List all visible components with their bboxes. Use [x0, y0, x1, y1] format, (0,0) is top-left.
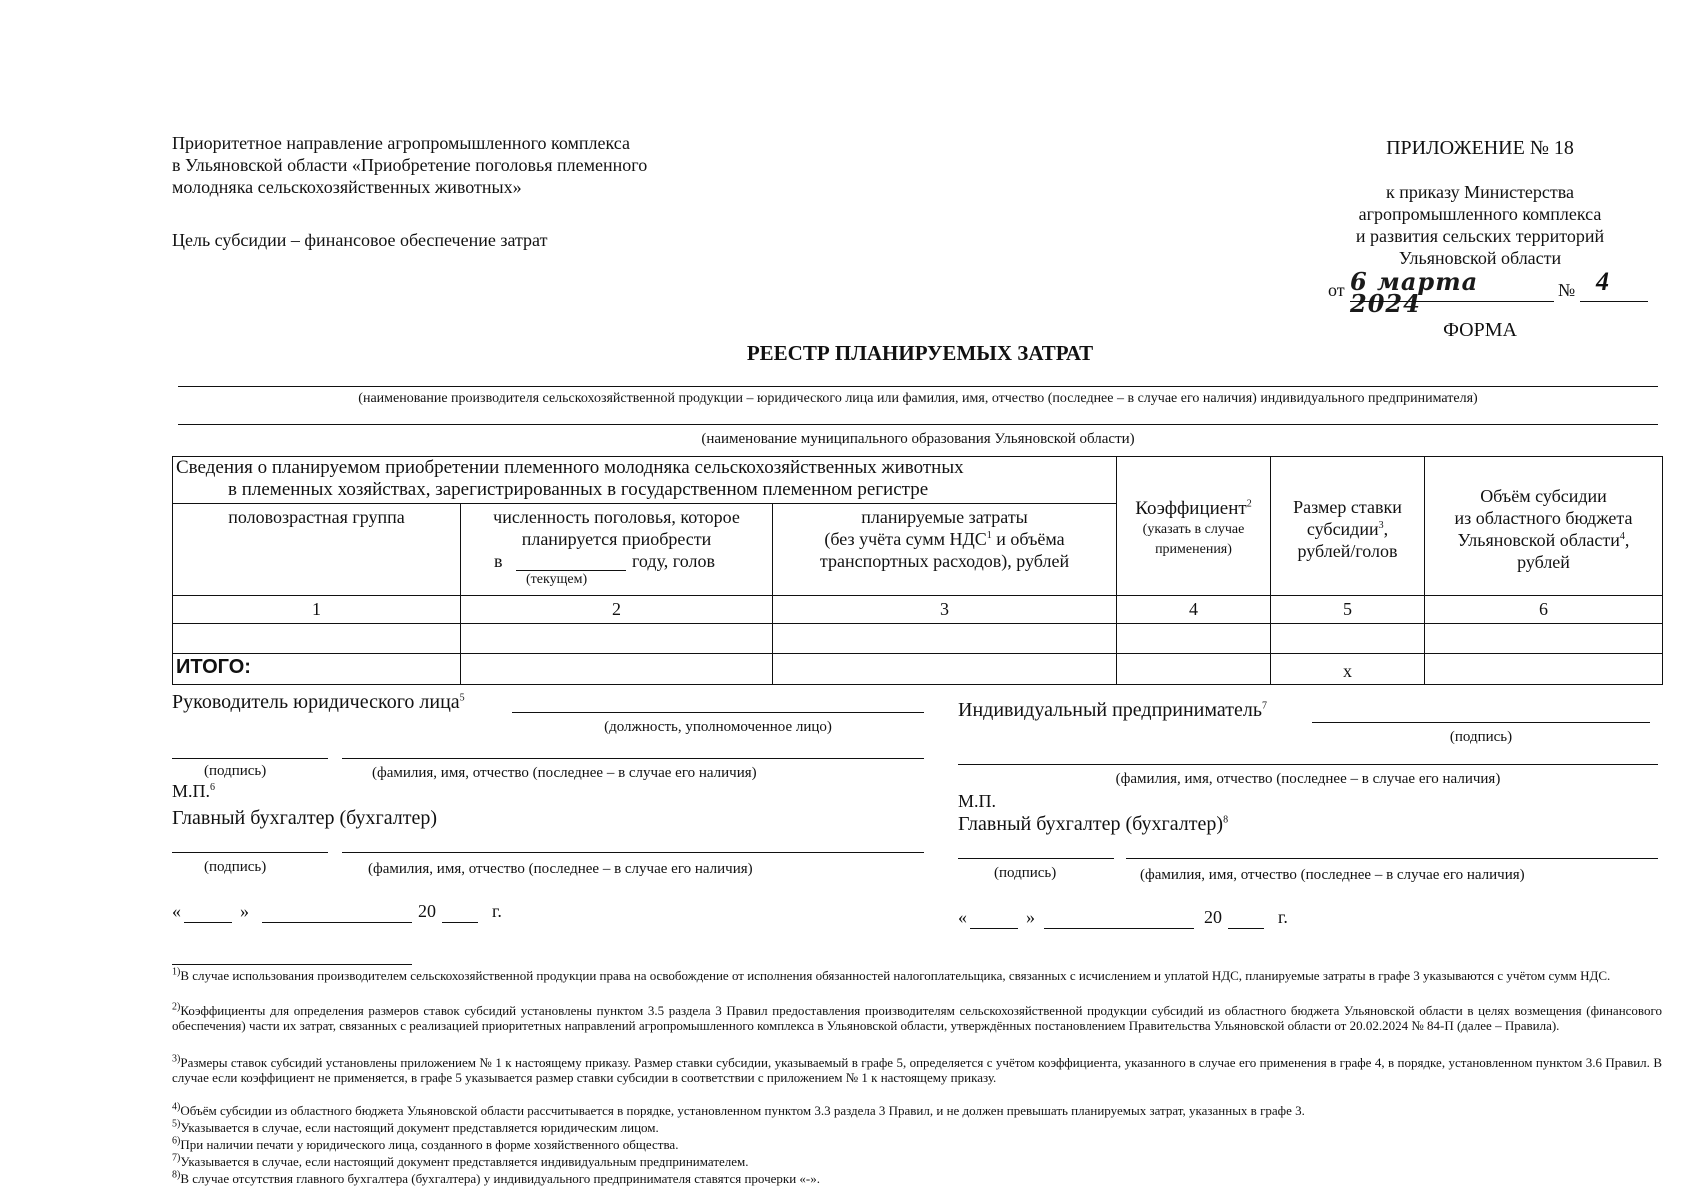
form-label: ФОРМА — [1443, 319, 1517, 341]
footnote-6 — [172, 1137, 1662, 1152]
volume-line-4: рублей — [1517, 552, 1570, 572]
footnote-text: Коэффициенты для определения размеров ставок субсидий установлены пунктом 3.5 раздела 3 Правил предоставления производителям сельскохозяйственной продукции субсидий из областного бюджета Ульяновской области в целях возмещения (финансового обеспечения) части их затрат, связанных с реализацией приоритетных направлений агропромышленного комплекса в Ульяновской области, утверждённых постановлением Правительства Ульяновской области от 20.02.2024 № 84-П (далее – Правила). — [172, 1003, 1662, 1033]
rate-comma: , — [1383, 519, 1389, 539]
footnote-mark: 8) — [172, 1169, 181, 1181]
handwritten-date: 6 марта 2024 — [1350, 267, 1479, 318]
volume-line-3: Ульяновской области — [1457, 530, 1620, 550]
footnote-mark: 6) — [172, 1135, 181, 1147]
accountant-sign-caption-right: (подпись) — [994, 865, 1057, 881]
cell-age-group[interactable] — [173, 624, 461, 654]
ip-text: Индивидуальный предприниматель — [958, 699, 1262, 721]
accountant-label-right — [958, 812, 1228, 836]
accountant-fio-line-left[interactable] — [342, 852, 924, 853]
volume-line-1: Объём субсидии — [1480, 486, 1607, 506]
producer-caption: (наименование производителя сельскохозяйственной продукции – юридического лица или фамилия, имя, отчество (последнее – в случае его наличия) индивидуального предпринимателя) — [358, 391, 1478, 406]
headcount-year-prefix: в — [494, 551, 503, 571]
legal-head-label — [172, 690, 465, 714]
day-blank-right[interactable] — [970, 928, 1018, 929]
cell-rate[interactable] — [1271, 624, 1425, 654]
footnote-ref-4: 4 — [1619, 531, 1625, 542]
footnote-8 — [172, 1171, 1662, 1186]
producer-name-line[interactable] — [178, 386, 1658, 387]
header-age-group: половозрастная группа — [173, 504, 461, 596]
footnote-ref-2: 2 — [1246, 498, 1252, 510]
direction-line-3: молодняка сельскохозяйственных животных» — [172, 177, 522, 197]
date-field-left — [172, 900, 532, 926]
rate-line-1: Размер ставки — [1293, 497, 1402, 517]
legal-head-sign-caption: (подпись) — [204, 763, 267, 779]
ip-sign-caption: (подпись) — [1449, 729, 1513, 745]
rate-line-3: рублей/голов — [1297, 541, 1398, 561]
legal-head-position-line[interactable] — [512, 712, 924, 713]
accountant-text-right: Главный бухгалтер (бухгалтер) — [958, 813, 1224, 835]
date-close-left: » — [240, 901, 249, 921]
footnote-mark: 7) — [172, 1152, 181, 1164]
headcount-year-blank[interactable] — [516, 570, 626, 571]
position-caption: (должность, уполномоченное лицо) — [604, 719, 832, 735]
footnote-3 — [172, 1055, 1662, 1085]
cell-coefficient[interactable] — [1117, 624, 1271, 654]
cell-subsidy-volume[interactable] — [1425, 624, 1663, 654]
footnote-text: При наличии печати у юридического лица, созданного в форме хозяйственного общества. — [180, 1137, 679, 1152]
cell-planned-costs[interactable] — [773, 624, 1117, 654]
group-header-line-1: Сведения о планируемом приобретении племенного молодняка сельскохозяйственных животных — [176, 457, 964, 478]
coefficient-label: Коэффициент — [1135, 498, 1247, 519]
total-row — [173, 654, 1663, 685]
header-coefficient — [1117, 457, 1271, 596]
order-line-2: агропромышленного комплекса — [1358, 204, 1602, 224]
footnote-separator — [172, 964, 412, 965]
footnote-text: В случае отсутствия главного бухгалтера (бухгалтера) у индивидуального предпринимателя ставятся прочерки «-». — [180, 1171, 820, 1186]
volume-comma: , — [1624, 530, 1630, 550]
footnote-text: Указывается в случае, если настоящий документ представляется индивидуальным предпринимателем. — [180, 1154, 749, 1169]
group-header — [173, 457, 1117, 504]
footnote-mark: 4) — [172, 1101, 181, 1113]
footnote-ref-5: 5 — [459, 692, 465, 704]
footnote-mark: 2) — [172, 1001, 181, 1013]
footnote-ref-1: 1 — [986, 530, 992, 541]
total-subsidy-volume[interactable] — [1425, 654, 1663, 685]
footnote-text: Объём субсидии из областного бюджета Ульяновской области рассчитывается в порядке, установленном пунктом 3.3 раздела 3 Правил, и не должен превышать планируемых затрат, указанных в графе 3. — [180, 1103, 1305, 1118]
month-blank-right[interactable] — [1044, 928, 1194, 929]
footnote-2 — [172, 1003, 1662, 1033]
municipality-caption: (наименование муниципального образования Ульяновской области) — [701, 431, 1135, 447]
footnote-5 — [172, 1120, 1662, 1135]
total-rate: x — [1271, 654, 1425, 685]
costs-line-2b: и объёма — [991, 529, 1065, 549]
date-field-right — [958, 906, 1318, 932]
year-blank-right[interactable] — [1228, 928, 1264, 929]
header-planned-costs — [773, 504, 1117, 596]
footnote-ref-6: 6 — [210, 782, 216, 793]
year-prefix-left: 20 — [418, 901, 436, 921]
col-number-2: 2 — [461, 596, 773, 624]
footnote-7 — [172, 1154, 1662, 1169]
group-header-line-2: в племенных хозяйствах, зарегистрированных в государственном племенном регистре — [228, 479, 929, 500]
total-headcount[interactable] — [461, 654, 773, 685]
rate-line-2: субсидии — [1306, 519, 1379, 539]
accountant-fio-caption-left: (фамилия, имя, отчество (последнее – в случае его наличия) — [368, 861, 753, 877]
data-row[interactable] — [173, 624, 1663, 654]
month-blank-left[interactable] — [262, 922, 412, 923]
priority-direction — [172, 132, 872, 198]
number-prefix: № — [1558, 280, 1576, 300]
volume-line-2: из областного бюджета — [1454, 508, 1633, 528]
year-prefix-right: 20 — [1204, 907, 1222, 927]
ip-fio-caption: (фамилия, имя, отчество (последнее – в случае его наличия) — [1115, 771, 1501, 787]
total-planned-costs[interactable] — [773, 654, 1117, 685]
col-number-4: 4 — [1117, 596, 1271, 624]
legal-head-fio-caption: (фамилия, имя, отчество (последнее – в случае его наличия) — [372, 765, 757, 781]
footnote-4 — [172, 1103, 1662, 1118]
legal-head-text: Руководитель юридического лица — [172, 691, 460, 713]
ip-sign-line[interactable] — [1312, 722, 1650, 723]
appendix-number: ПРИЛОЖЕНИЕ № 18 — [1386, 137, 1574, 159]
header-headcount — [461, 504, 773, 596]
direction-line-2: в Ульяновской области «Приобретение поголовья племенного — [172, 155, 648, 175]
accountant-sign-line-left[interactable] — [172, 852, 328, 853]
ip-fio-line[interactable] — [958, 764, 1658, 765]
header-rate — [1271, 457, 1425, 596]
footnote-text: В случае использования производителем сельскохозяйственной продукции права на освобождение от исполнения обязанностей налогоплательщика, связанных с исчислением и уплатой НДС, планируемые затраты в графе 3 указываются с учётом сумм НДС. — [180, 968, 1611, 983]
stamp-text-left: М.П. — [172, 781, 211, 801]
direction-line-1: Приоритетное направление агропромышленного комплекса — [172, 133, 630, 153]
year-suffix-right: г. — [1278, 907, 1288, 927]
headcount-line-2: планируется приобрести — [521, 529, 712, 549]
order-line-4: Ульяновской области — [1398, 248, 1562, 268]
footnote-mark: 5) — [172, 1118, 181, 1130]
footnote-ref-8: 8 — [1223, 814, 1229, 826]
handwritten-number: 4 — [1596, 267, 1609, 296]
order-date-line — [1328, 267, 1668, 318]
footnote-1 — [172, 968, 1662, 983]
total-label: ИТОГО: — [173, 654, 461, 685]
order-reference — [1300, 181, 1660, 269]
footnote-text: Размеры ставок субсидий установлены приложением № 1 к настоящему приказу. Размер ставки субсидии, указываемый в графе 5, определяется с учётом коэффициента, указанного в случае его применения в графе 4, в порядке, установленном пунктом 3.6 Правил. В случае если коэффициент не применяется, в графе 5 указывается размер ставки субсидии в соответствии с приложением № 1 к настоящему приказу. — [172, 1055, 1662, 1085]
headcount-line-1: численность поголовья, которое — [493, 507, 740, 527]
col-number-6: 6 — [1425, 596, 1663, 624]
headcount-year-note: (текущем) — [526, 572, 588, 587]
costs-line-1: планируемые затраты — [861, 507, 1028, 527]
legal-head-fio-line[interactable] — [342, 758, 924, 759]
municipality-line[interactable] — [178, 424, 1658, 425]
cell-headcount[interactable] — [461, 624, 773, 654]
footnote-ref-7: 7 — [1261, 700, 1267, 712]
footnote-ref-3: 3 — [1378, 520, 1384, 531]
date-open-right: « — [958, 907, 967, 927]
accountant-sign-caption-left: (подпись) — [204, 859, 267, 875]
costs-registry-table — [172, 456, 1663, 685]
col-number-1: 1 — [173, 596, 461, 624]
year-blank-left[interactable] — [442, 922, 478, 923]
accountant-label-left: Главный бухгалтер (бухгалтер) — [172, 807, 438, 829]
footnote-mark: 3) — [172, 1053, 181, 1065]
accountant-fio-caption-right: (фамилия, имя, отчество (последнее – в случае его наличия) — [1140, 867, 1525, 883]
costs-line-2a: (без учёта сумм НДС — [824, 529, 987, 549]
headcount-year-suffix: году, голов — [632, 551, 715, 571]
stamp-label-left — [172, 780, 215, 802]
footnote-text: Указывается в случае, если настоящий документ представляется юридическим лицом. — [180, 1120, 659, 1135]
date-prefix: от — [1328, 280, 1345, 300]
date-open-left: « — [172, 901, 181, 921]
col-number-3: 3 — [773, 596, 1117, 624]
day-blank-left[interactable] — [184, 922, 232, 923]
legal-head-sign-line[interactable] — [172, 758, 328, 759]
ip-label — [958, 698, 1267, 722]
accountant-fio-line-right[interactable] — [1126, 858, 1658, 859]
order-line-1: к приказу Министерства — [1385, 182, 1575, 202]
col-number-5: 5 — [1271, 596, 1425, 624]
subsidy-goal: Цель субсидии – финансовое обеспечение затрат — [172, 230, 548, 250]
order-line-3: и развития сельских территорий — [1355, 226, 1605, 246]
header-subsidy-volume — [1425, 457, 1663, 596]
coefficient-note: (указать в случае применения) — [1142, 522, 1245, 557]
year-suffix-left: г. — [492, 901, 502, 921]
costs-line-3: транспортных расходов), рублей — [819, 551, 1070, 571]
column-numbers-row — [173, 596, 1663, 624]
date-close-right: » — [1026, 907, 1035, 927]
footnote-mark: 1) — [172, 966, 181, 978]
stamp-label-right: М.П. — [958, 791, 997, 811]
document-title: РЕЕСТР ПЛАНИРУЕМЫХ ЗАТРАТ — [746, 341, 1094, 365]
total-coefficient[interactable] — [1117, 654, 1271, 685]
accountant-sign-line-right[interactable] — [958, 858, 1114, 859]
